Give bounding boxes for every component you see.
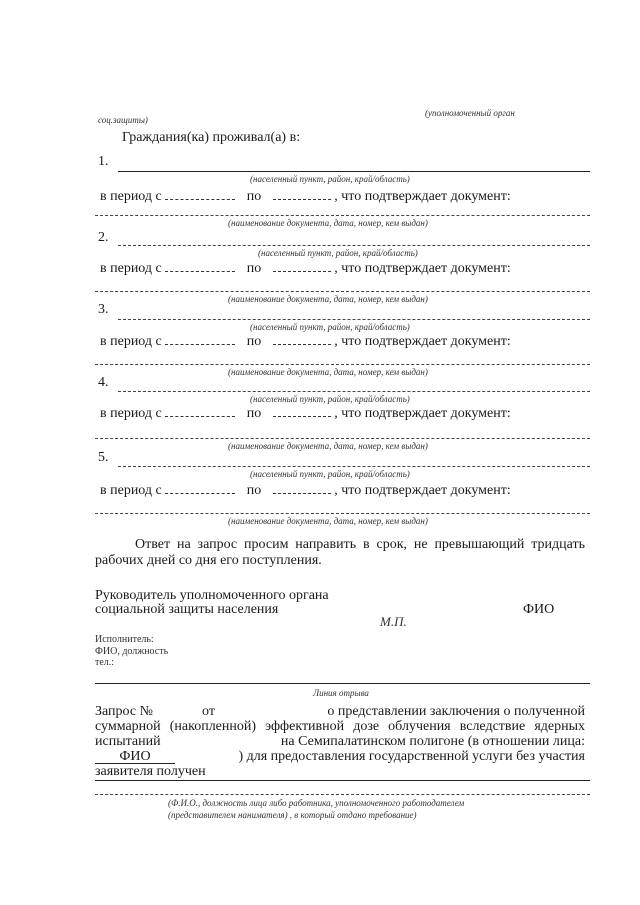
date-from-field[interactable] [165, 188, 235, 200]
date-from-field[interactable] [165, 405, 235, 417]
date-from-field[interactable] [165, 482, 235, 494]
receipt-line-3 [95, 734, 585, 750]
receipt-line-1 [95, 704, 585, 720]
document-field[interactable] [95, 215, 590, 216]
place-field[interactable] [118, 466, 590, 467]
response-request-line-2: рабочих дней со дня его поступления. [95, 553, 322, 568]
date-to-field[interactable] [273, 482, 331, 494]
tear-line [95, 683, 590, 684]
entry-number: 2. [98, 230, 109, 245]
place-caption: (населенный пункт, район, край/область) [250, 174, 410, 184]
document-field[interactable] [95, 438, 590, 439]
entry-number: 1. [98, 154, 109, 169]
confirms-label: , что подтверждает документ: [334, 334, 511, 349]
receipt-line-2-text: суммарной (накопленной) эффективной дозе облучения вследствие ядерных [95, 719, 585, 734]
period-to-label: по [246, 261, 262, 276]
receipt-line-4-text: ) для предоставления государственной услуги без участия [238, 749, 585, 764]
receipt-polygon-text: на Семипалатинском полигоне (в отношении лица: [280, 734, 585, 749]
request-date-label: от [202, 704, 215, 719]
entry-number: 5. [98, 450, 109, 465]
period-row [100, 482, 511, 499]
document-caption: (наименование документа, дата, номер, кем выдан) [228, 218, 428, 228]
head-title-line-2: социальной защиты населения [95, 602, 279, 617]
document-caption: (наименование документа, дата, номер, кем выдан) [228, 441, 428, 451]
receipt-line-4 [95, 749, 585, 765]
place-caption: (населенный пункт, район, край/область) [258, 248, 418, 258]
authority-caption-cont: соц.защиты) [98, 115, 148, 125]
confirms-label: , что подтверждает документ: [334, 406, 511, 421]
place-field[interactable] [118, 245, 590, 246]
period-from-label: в период с [100, 261, 162, 276]
document-field[interactable] [95, 513, 590, 514]
period-from-label: в период с [100, 483, 162, 498]
entry-number: 3. [98, 302, 109, 317]
executor-phone: тел.: [95, 657, 115, 668]
receipt-line-1-text: о представлении заключения о полученной [327, 704, 585, 719]
period-row [100, 188, 511, 205]
place-caption: (населенный пункт, район, край/область) [250, 469, 410, 479]
date-to-field[interactable] [273, 260, 331, 272]
period-from-label: в период с [100, 334, 162, 349]
date-to-field[interactable] [273, 188, 331, 200]
receiver-field-line-2[interactable] [95, 794, 590, 795]
person-fio-field[interactable]: ФИО [95, 750, 175, 764]
date-from-field[interactable] [165, 260, 235, 272]
document-caption: (наименование документа, дата, номер, кем выдан) [228, 294, 428, 304]
response-request-paragraph [95, 537, 585, 569]
period-from-label: в период с [100, 406, 162, 421]
confirms-label: , что подтверждает документ: [334, 189, 511, 204]
confirms-label: , что подтверждает документ: [334, 483, 511, 498]
place-field[interactable] [118, 319, 590, 320]
place-field[interactable] [118, 391, 590, 392]
tear-line-caption: Линия отрыва [313, 688, 369, 698]
receipt-line-2 [95, 719, 585, 735]
date-to-field[interactable] [273, 405, 331, 417]
period-to-label: по [246, 483, 262, 498]
stamp-place: М.П. [380, 614, 407, 629]
receipt-tests-label: испытаний [95, 734, 161, 749]
period-from-label: в период с [100, 189, 162, 204]
authority-caption: (уполномоченный орган [425, 108, 515, 118]
head-fio: ФИО [523, 602, 555, 617]
period-row [100, 333, 511, 350]
period-to-label: по [246, 189, 262, 204]
response-request-line-1: Ответ на запрос просим направить в срок, не превышающий тридцать [135, 537, 585, 552]
period-to-label: по [246, 334, 262, 349]
executor-label: Исполнитель: [95, 634, 154, 645]
receiver-field-line-1[interactable] [95, 780, 590, 781]
document-caption: (наименование документа, дата, номер, кем выдан) [228, 516, 428, 526]
document-caption: (наименование документа, дата, номер, кем выдан) [228, 367, 428, 377]
place-caption: (населенный пункт, район, край/область) [250, 322, 410, 332]
period-row [100, 260, 511, 277]
confirms-label: , что подтверждает документ: [334, 261, 511, 276]
place-field[interactable] [118, 171, 590, 172]
date-to-field[interactable] [273, 333, 331, 345]
executor-fio-position: ФИО, должность [95, 646, 169, 657]
entry-number: 4. [98, 375, 109, 390]
request-number-label: Запрос № [95, 704, 153, 719]
receiver-caption-1: (Ф.И.О., должность лица либо работника, уполномоченного работодателем [168, 798, 465, 808]
receiver-caption-2: (представителем нанимателя) , в который отдано требование) [168, 810, 417, 820]
document-field[interactable] [95, 291, 590, 292]
period-to-label: по [246, 406, 262, 421]
head-title-line-1: Руководитель уполномоченного органа [95, 588, 329, 603]
place-caption: (населенный пункт, район, край/область) [250, 394, 410, 404]
receipt-received-label: заявителя получен [95, 764, 206, 779]
date-from-field[interactable] [165, 333, 235, 345]
period-row [100, 405, 511, 422]
document-field[interactable] [95, 364, 590, 365]
residence-heading: Граждания(ка) проживал(а) в: [122, 130, 301, 145]
